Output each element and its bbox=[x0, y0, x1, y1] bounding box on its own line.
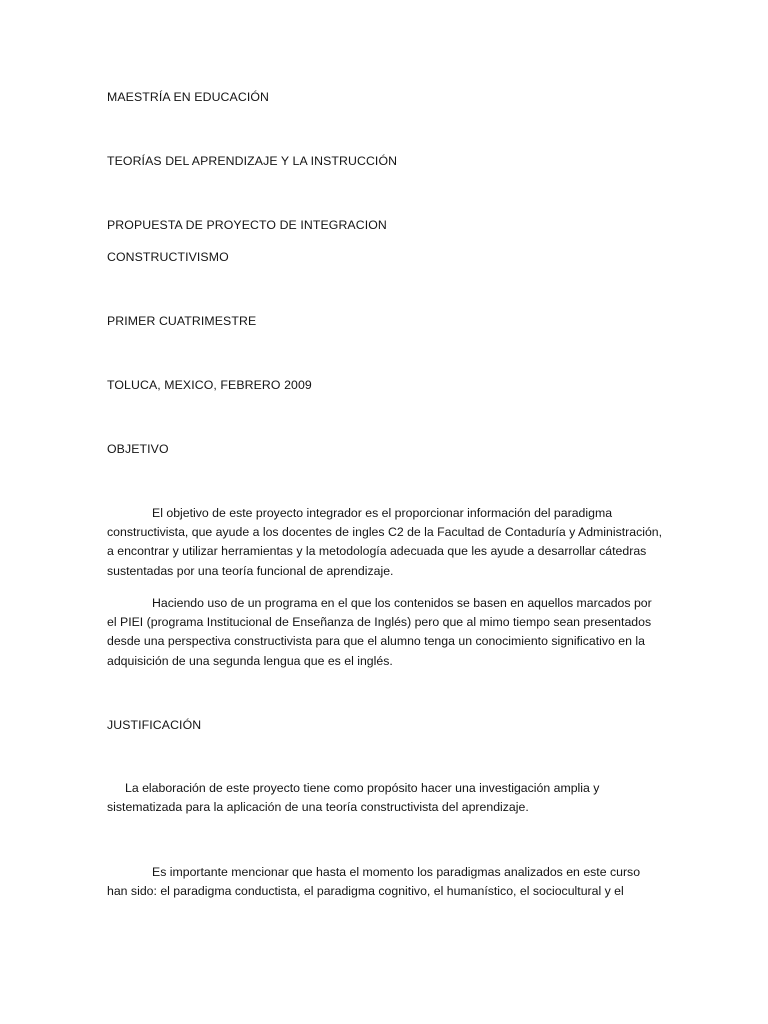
objetivo-paragraph-1: El objetivo de este proyecto integrador es el proporcionar información del paradigma constructivista, que ayude a los docentes de ingles C2 de la Facultad de Contaduría y Administración, a encontrar y utilizar herramientas y la metodología adecuada que les ayude a desarrollar cátedras sustentadas por una teoría funcional de aprendizaje. bbox=[107, 506, 663, 578]
term-label: PRIMER CUATRIMESTRE bbox=[107, 314, 257, 328]
justificacion-paragraph-1: La elaboración de este proyecto tiene como propósito hacer una investigación amplia y sistematizada para la aplicación de una teoría constructivista del aprendizaje. bbox=[107, 781, 600, 815]
justificacion-heading: JUSTIFICACIÓN bbox=[107, 718, 202, 732]
place-date-label: TOLUCA, MEXICO, FEBRERO 2009 bbox=[107, 378, 312, 392]
course-title: TEORÍAS DEL APRENDIZAJE Y LA INSTRUCCIÓN bbox=[107, 154, 398, 168]
objetivo-paragraph-2: Haciendo uso de un programa en el que los contenidos se basen en aquellos marcados por el PIEI (programa Institucional de Enseñanza de Inglés) pero que al mimo tiempo sean presentados desde una perspectiva constructivista para que el alumno tenga un conocimiento significativo en la adquisición de una segunda lengua que es el inglés. bbox=[107, 596, 652, 668]
proposal-title: PROPUESTA DE PROYECTO DE INTEGRACION bbox=[107, 218, 387, 232]
objetivo-heading: OBJETIVO bbox=[107, 442, 169, 456]
program-title: MAESTRÍA EN EDUCACIÓN bbox=[107, 90, 269, 104]
topic-title: CONSTRUCTIVISMO bbox=[107, 250, 229, 264]
justificacion-paragraph-2: Es importante mencionar que hasta el momento los paradigmas analizados en este curso han sido: el paradigma conductista, el paradigma cognitivo, el humanístico, el sociocultural y el bbox=[107, 865, 641, 899]
